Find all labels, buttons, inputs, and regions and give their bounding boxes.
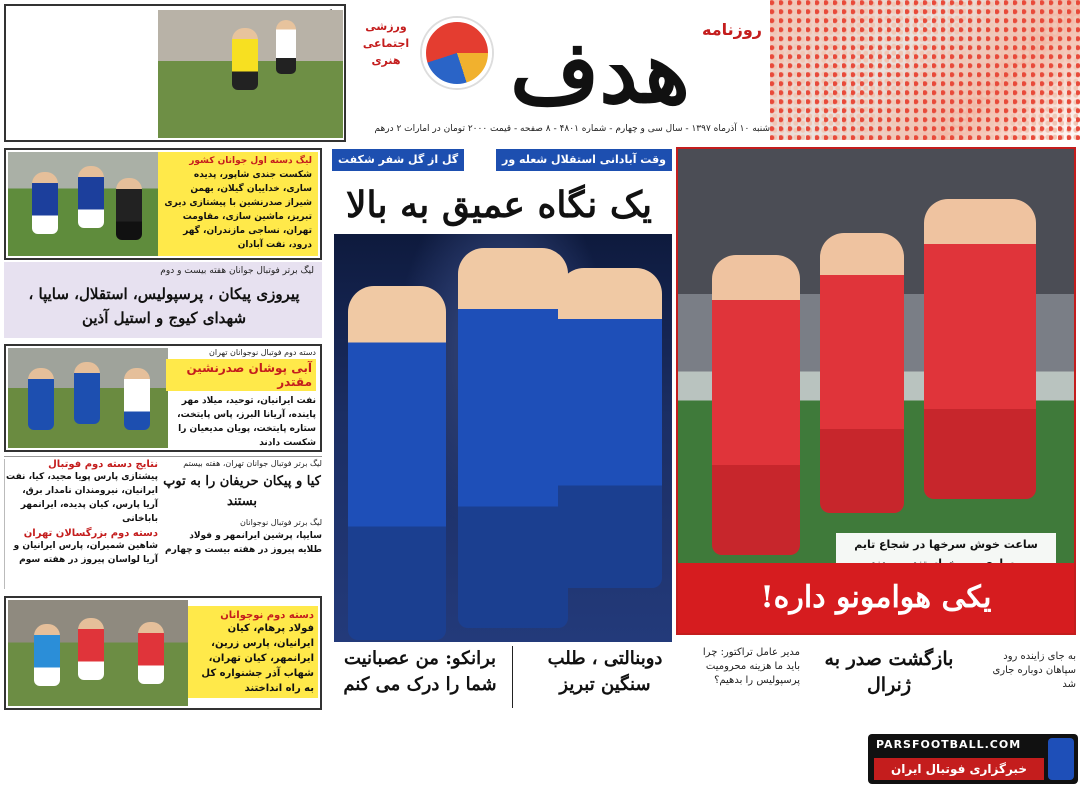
story-youth-results[interactable] xyxy=(4,456,322,592)
story-text: پیروزی پیکان ، پرسپولیس، استقلال، سایپا ، شهدای کیوج و استیل آذین xyxy=(28,285,300,327)
story-label: لیگ برتر فوتبال جوانان هفته بیست و دوم xyxy=(160,266,314,276)
story-text: نفت ایرانیان، توحید، میلاد مهر پاینده، آریانا البرز، پاس پایتخت، ستاره پایتخت، پویان مدیعیان را شکست دادند xyxy=(177,396,316,448)
player-figure xyxy=(276,20,296,74)
parsfootball-ad[interactable] xyxy=(868,734,1078,784)
photo-caption: ساعت خوش سرخها در شجاع تایم xyxy=(836,533,1056,575)
story-column-left xyxy=(4,459,158,589)
ad-domain: PARSFOOTBALL.COM xyxy=(876,738,1022,751)
player-figure xyxy=(138,622,164,684)
teaser-branko[interactable] xyxy=(330,646,510,706)
center-tag-strip xyxy=(326,145,672,175)
player-figure xyxy=(32,172,58,234)
center-tag-2[interactable]: گل از گل شفر شکفت xyxy=(332,149,464,171)
story-heading: دسته دوم بزرگسالان تهران xyxy=(23,528,158,539)
masthead-logo xyxy=(360,6,770,138)
player-figure xyxy=(558,268,662,588)
story-heading: دسته دوم نوجوانان xyxy=(220,610,314,621)
story-text: شاهین شمیران، پارس ایرانیان و آریا لواسان پیروز در هفته سوم xyxy=(13,541,158,565)
story-text-box xyxy=(166,348,316,448)
logo-tag-art: هنری xyxy=(371,54,401,67)
divider xyxy=(512,646,513,708)
logo-text: هدف xyxy=(510,22,690,123)
teaser-tractor[interactable] xyxy=(696,646,800,706)
player-icon xyxy=(1048,738,1074,780)
right-photo xyxy=(676,147,1076,635)
story-photo xyxy=(8,348,168,448)
story-teen-league[interactable] xyxy=(4,344,322,452)
teaser-general[interactable] xyxy=(804,646,974,708)
logo-tag-sport: ورزشی xyxy=(365,20,407,33)
story-label: لیگ برتر فوتبال نوجوانان xyxy=(240,518,322,527)
center-photo xyxy=(334,234,672,642)
story-label: لیگ برتر فوتبال جوانان تهران، هفته بیستم xyxy=(183,459,322,468)
player-figure xyxy=(116,178,142,240)
football-icon xyxy=(422,18,492,88)
teaser-text: بازگشت صدر به ژنرال xyxy=(824,648,954,696)
story-heading: لیگ دسته اول جوانان کشور xyxy=(189,156,312,166)
player-figure xyxy=(712,255,800,555)
story-text: پیشتازی پارس پویا مجید، کیا، نفت ایرانیان، نیرومندان نامدار برق، آریا پارس، کیان پدیده، ایرانمهر باباخانی xyxy=(6,472,158,524)
story-heading: آبی پوشان صدرنشین مقتدر xyxy=(166,359,316,391)
right-headline[interactable]: یکی هوامونو داره! xyxy=(678,563,1074,633)
story-photo xyxy=(158,10,343,138)
story-youth-league[interactable] xyxy=(4,148,322,260)
center-tag-1[interactable]: وقت آبادانی استقلال شعله ور xyxy=(496,149,672,171)
player-figure xyxy=(74,362,100,424)
teaser-text: مدیر عامل تراکتور: چرا باید ما هزینه محرومیت پرسپولیس را بدهیم؟ xyxy=(702,647,800,686)
logo-side-tags xyxy=(360,18,412,69)
player-figure xyxy=(28,368,54,430)
top-left-story[interactable] xyxy=(4,4,346,142)
ad-tagline: خبرگزاری فوتبال ایران xyxy=(874,758,1044,780)
story-teen-second-division[interactable] xyxy=(4,596,322,710)
story-column-right xyxy=(162,459,322,589)
story-photo xyxy=(8,600,188,706)
player-figure xyxy=(124,368,150,430)
player-figure xyxy=(820,233,904,513)
story-youth-week22[interactable] xyxy=(4,262,322,338)
teaser-tabriz[interactable] xyxy=(520,646,690,706)
story-text: فولاد پرهام، کیان ایرانیان، پارس زرین، ایرانمهر، کیان تهران، شهاب آذر جشنواره کل به راه انداختند xyxy=(201,623,314,694)
teaser-sepahan[interactable] xyxy=(978,650,1076,700)
logo-tag-social: اجتماعی xyxy=(362,37,410,50)
player-figure xyxy=(78,166,104,228)
story-text: شکست جندی شاپور، پدیده ساری، خداییان گیلان، بهمن شیراز صدرنشین با پیشتازی دیری تبریز، ماشین سازی، مقاومت تهران، نساجی مازندران، گهر درود، نفت آبادان xyxy=(164,170,312,250)
teaser-text: به جای زاینده رود سپاهان دوباره جاری شد xyxy=(992,651,1076,690)
player-figure xyxy=(458,248,568,628)
logo-kicker: روزنامه xyxy=(702,20,762,39)
story-heading: کیا و پیکان حریفان را به توپ بستند xyxy=(163,474,321,509)
player-figure xyxy=(232,28,258,90)
player-figure xyxy=(924,199,1036,499)
story-heading: نتایج دسته دوم فوتبال xyxy=(48,459,158,470)
story-label: دسته دوم فوتبال نوجوانان تهران xyxy=(209,348,316,357)
teaser-text: برانکو: من عصبانیت شما را درک می کنم xyxy=(343,648,497,695)
center-headline[interactable]: یک نگاه عمیق به بالا xyxy=(345,184,653,226)
issue-line: شنبه ۱۰ آذرماه ۱۳۹۷ - سال سی و چهارم - شماره ۴۸۰۱ - ۸ صفحه - قیمت ۲۰۰۰ تومان در امارات ۲ درهم xyxy=(374,124,770,134)
story-text-box xyxy=(188,606,318,698)
player-figure xyxy=(34,624,60,686)
teaser-text: دوبنالتی ، طلب سنگین تبریز xyxy=(547,648,663,695)
masthead-banner-art xyxy=(770,0,1080,140)
story-photo xyxy=(8,152,158,256)
story-text-box xyxy=(158,152,318,256)
player-figure xyxy=(78,618,104,680)
story-text: سایپا، پرشین ایرانمهر و فولاد طلایه پیروز در هفته بیست و چهارم xyxy=(165,531,322,555)
player-figure xyxy=(348,286,446,640)
